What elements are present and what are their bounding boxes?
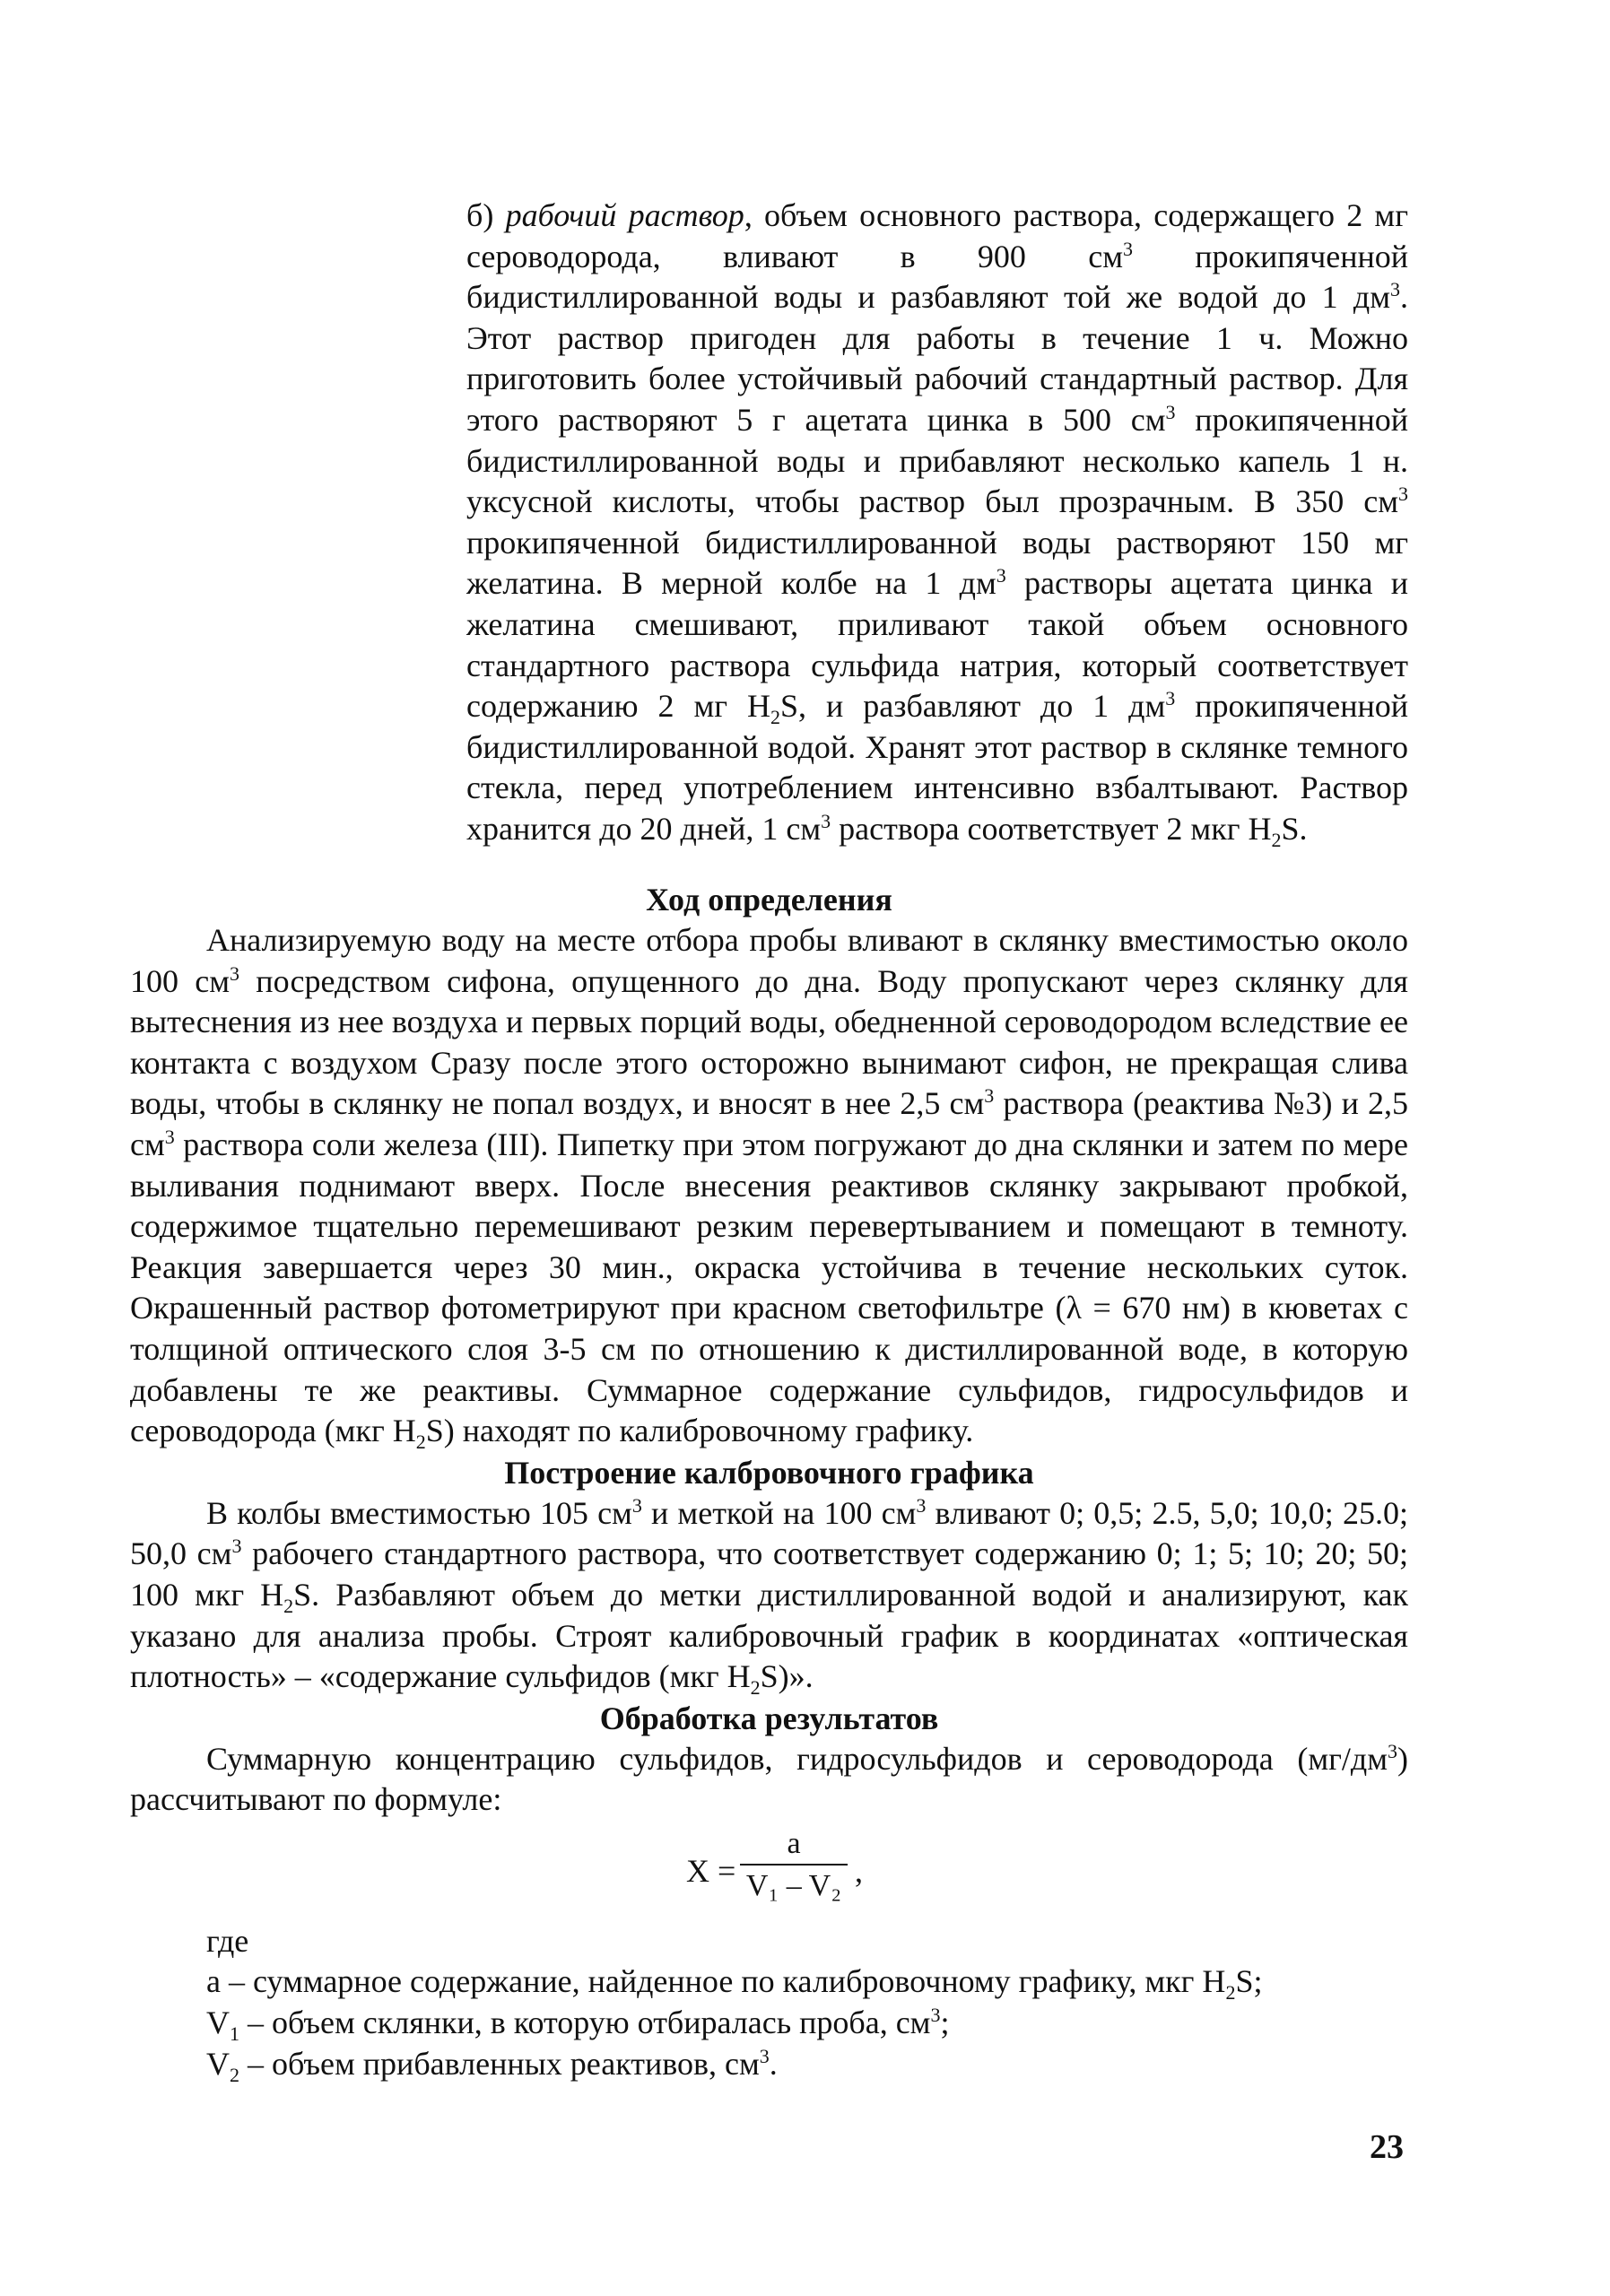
definition-v1 [130, 2003, 1408, 2044]
text-run: посредством сифона, опущенного до дна. Воду пропускают через склянку для вытеснения из нее воздуха и первых порций воды, обедненной сероводородом вследствие ее контакта с воздухом Сразу после этого осторожно вынимают сифон, не прекращая слива воды, чтобы в склянку не попал воздух, и вносят в нее 2,5 см [130, 962, 1408, 1122]
text-run: прокипяченной бидистиллированной воды растворяют 150 мг желатина. В мерной колбе на 1 дм [466, 524, 1408, 602]
text-run: a – суммарное содержание, найденное по калибровочному графику, мкг H [206, 1963, 1226, 2000]
superscript: 3 [984, 1084, 995, 1108]
definition-v2 [130, 2044, 1408, 2085]
text-run: В колбы вместимостью 105 см [206, 1494, 632, 1531]
superscript: 3 [164, 1125, 175, 1148]
superscript: 3 [1165, 687, 1176, 710]
text-run: вливают 0; 0,5; 2.5, 5,0; 10,0; 25.0; 50,0 см [130, 1494, 1408, 1572]
superscript: 3 [231, 1535, 242, 1558]
definition-a [130, 1961, 1408, 2003]
superscript: 3 [1388, 1739, 1397, 1762]
subscript: 2 [415, 1431, 426, 1454]
formula-lhs: X = [686, 1852, 736, 1889]
superscript: 3 [1122, 237, 1133, 260]
formula-comma: , [855, 1852, 863, 1889]
text-run: S; [1235, 1963, 1263, 2000]
text-run: . [769, 2045, 778, 2082]
superscript: 3 [996, 564, 1006, 587]
text-run: и меткой на 100 см [641, 1494, 917, 1531]
subscript: 2 [283, 1595, 294, 1618]
superscript: 3 [230, 961, 240, 985]
heading-results: Обработка результатов [599, 1700, 939, 1736]
heading-calibration: Построение калбровочного графика [504, 1454, 1034, 1491]
fraction-bar [740, 1864, 848, 1866]
text-run: S, и разбавляют до 1 дм [780, 688, 1166, 725]
calibration-paragraph [130, 1493, 1408, 1698]
page-number: 23 [1370, 2128, 1404, 2166]
text-run: раствора соответствует 2 мкг H [831, 810, 1272, 847]
working-solution-text [466, 196, 1408, 850]
text-run: . Этот раствор пригоден для работы в течение 1 ч. Можно приготовить более устойчивый рабочий стандартный раствор. Для этого растворяют 5 г ацетата цинка в 500 см [466, 279, 1408, 438]
working-solution-paragraph [466, 196, 1408, 850]
subscript: 2 [770, 706, 780, 729]
text-run: раствора (реактива №3) и 2,5 см [130, 1085, 1409, 1162]
formula-numerator: a [787, 1826, 801, 1860]
text-run: растворы ацетата цинка и желатина смешивают, приливают такой объем основного стандартного раствора сульфида натрия, который соответствует содержанию 2 мг H [466, 565, 1409, 725]
text-run: , объем основного раствора, содержащего 2 мг сероводорода, вливают в 900 см [466, 197, 1408, 274]
text-run: – объем склянки, в которую отбиралась проба, см [239, 2005, 931, 2041]
text-run: V [206, 2045, 230, 2082]
superscript: 3 [759, 2044, 770, 2067]
where-label: где [206, 1922, 249, 1959]
formula [130, 1826, 1408, 1916]
main-body [130, 879, 1408, 2084]
text-run: раствора соли железа (III). Пипетку при этом погружают до дна склянки и затем по мере выливания поднимают вверх. После внесения реактивов склянку закрывают пробкой, содержимое тщательно перемешивают резким перевертыванием и помещают в темноту. Реакция завершается через 30 мин., окраска устойчива в течение нескольких суток. Окрашенный раствор фотометрируют при красном светофильтре (λ = 670 нм) в кюветах с толщиной оптического слоя 3-5 см по отношению к дистиллированной воде, в которую добавлены те же реактивы. Суммарное содержание сульфидов, гидросульфидов и сероводорода (мкг H [130, 1126, 1408, 1449]
item-label: б) [466, 197, 506, 233]
formula-fraction [740, 1826, 848, 1905]
formula-denominator: V₁ – V₂ [745, 1868, 842, 1902]
item-term: рабочий раствор [505, 197, 744, 233]
text-run: V [206, 2005, 230, 2041]
text-run: S. [1281, 810, 1308, 847]
text-run: S)». [760, 1658, 814, 1695]
heading-procedure: Ход определения [646, 882, 892, 918]
subscript: 2 [750, 1676, 761, 1700]
text-run: Анализируемую воду на месте отбора пробы вливают в склянку вместимостью около 100 см [130, 922, 1408, 999]
text-run: – объем прибавленных реактивов, см [239, 2045, 760, 2082]
subscript: 2 [1271, 829, 1282, 852]
superscript: 3 [916, 1493, 927, 1517]
text-run: прокипяченной бидистиллированной водой. Хранят этот раствор в склянке темного стекла, перед употреблением интенсивно взбалтывают. Раствор хранится до 20 дней, 1 см [466, 688, 1409, 847]
text-run: S. Разбавляют объем до метки дистиллированной водой и анализируют, как указано для анализа пробы. Строят калибровочный график в координатах «оптическая плотность» – «содержание сульфидов (мкг H [130, 1576, 1408, 1695]
text-run: ) рассчитывают по формуле: [130, 1740, 1408, 1818]
superscript: 3 [930, 2004, 941, 2027]
superscript: 3 [821, 809, 831, 832]
subscript: 2 [1225, 1981, 1236, 2005]
text-run: Суммарную концентрацию сульфидов, гидросульфидов и сероводорода (мг/дм [206, 1740, 1388, 1777]
text-run: ; [940, 2005, 950, 2041]
superscript: 3 [1165, 400, 1176, 423]
text-run: S) находят по калибровочному графику. [425, 1413, 974, 1449]
superscript: 3 [1390, 278, 1400, 301]
text-run: прокипяченной бидистиллированной воды и прибавляют несколько капель 1 н. уксусной кислоты, чтобы раствор был прозрачным. В 350 см [466, 401, 1408, 520]
text-run: рабочего стандартного раствора, что соответствует содержанию 0; 1; 5; 10; 20; 50; 100 мкг H [130, 1535, 1408, 1613]
superscript: 3 [1398, 483, 1408, 506]
subscript: 2 [230, 2063, 239, 2086]
text-run: прокипяченной бидистиллированной воды и разбавляют той же водой до 1 дм [466, 238, 1408, 316]
results-paragraph [130, 1739, 1408, 1821]
superscript: 3 [631, 1493, 642, 1517]
subscript: 1 [230, 2022, 239, 2046]
procedure-paragraph [130, 920, 1408, 1452]
